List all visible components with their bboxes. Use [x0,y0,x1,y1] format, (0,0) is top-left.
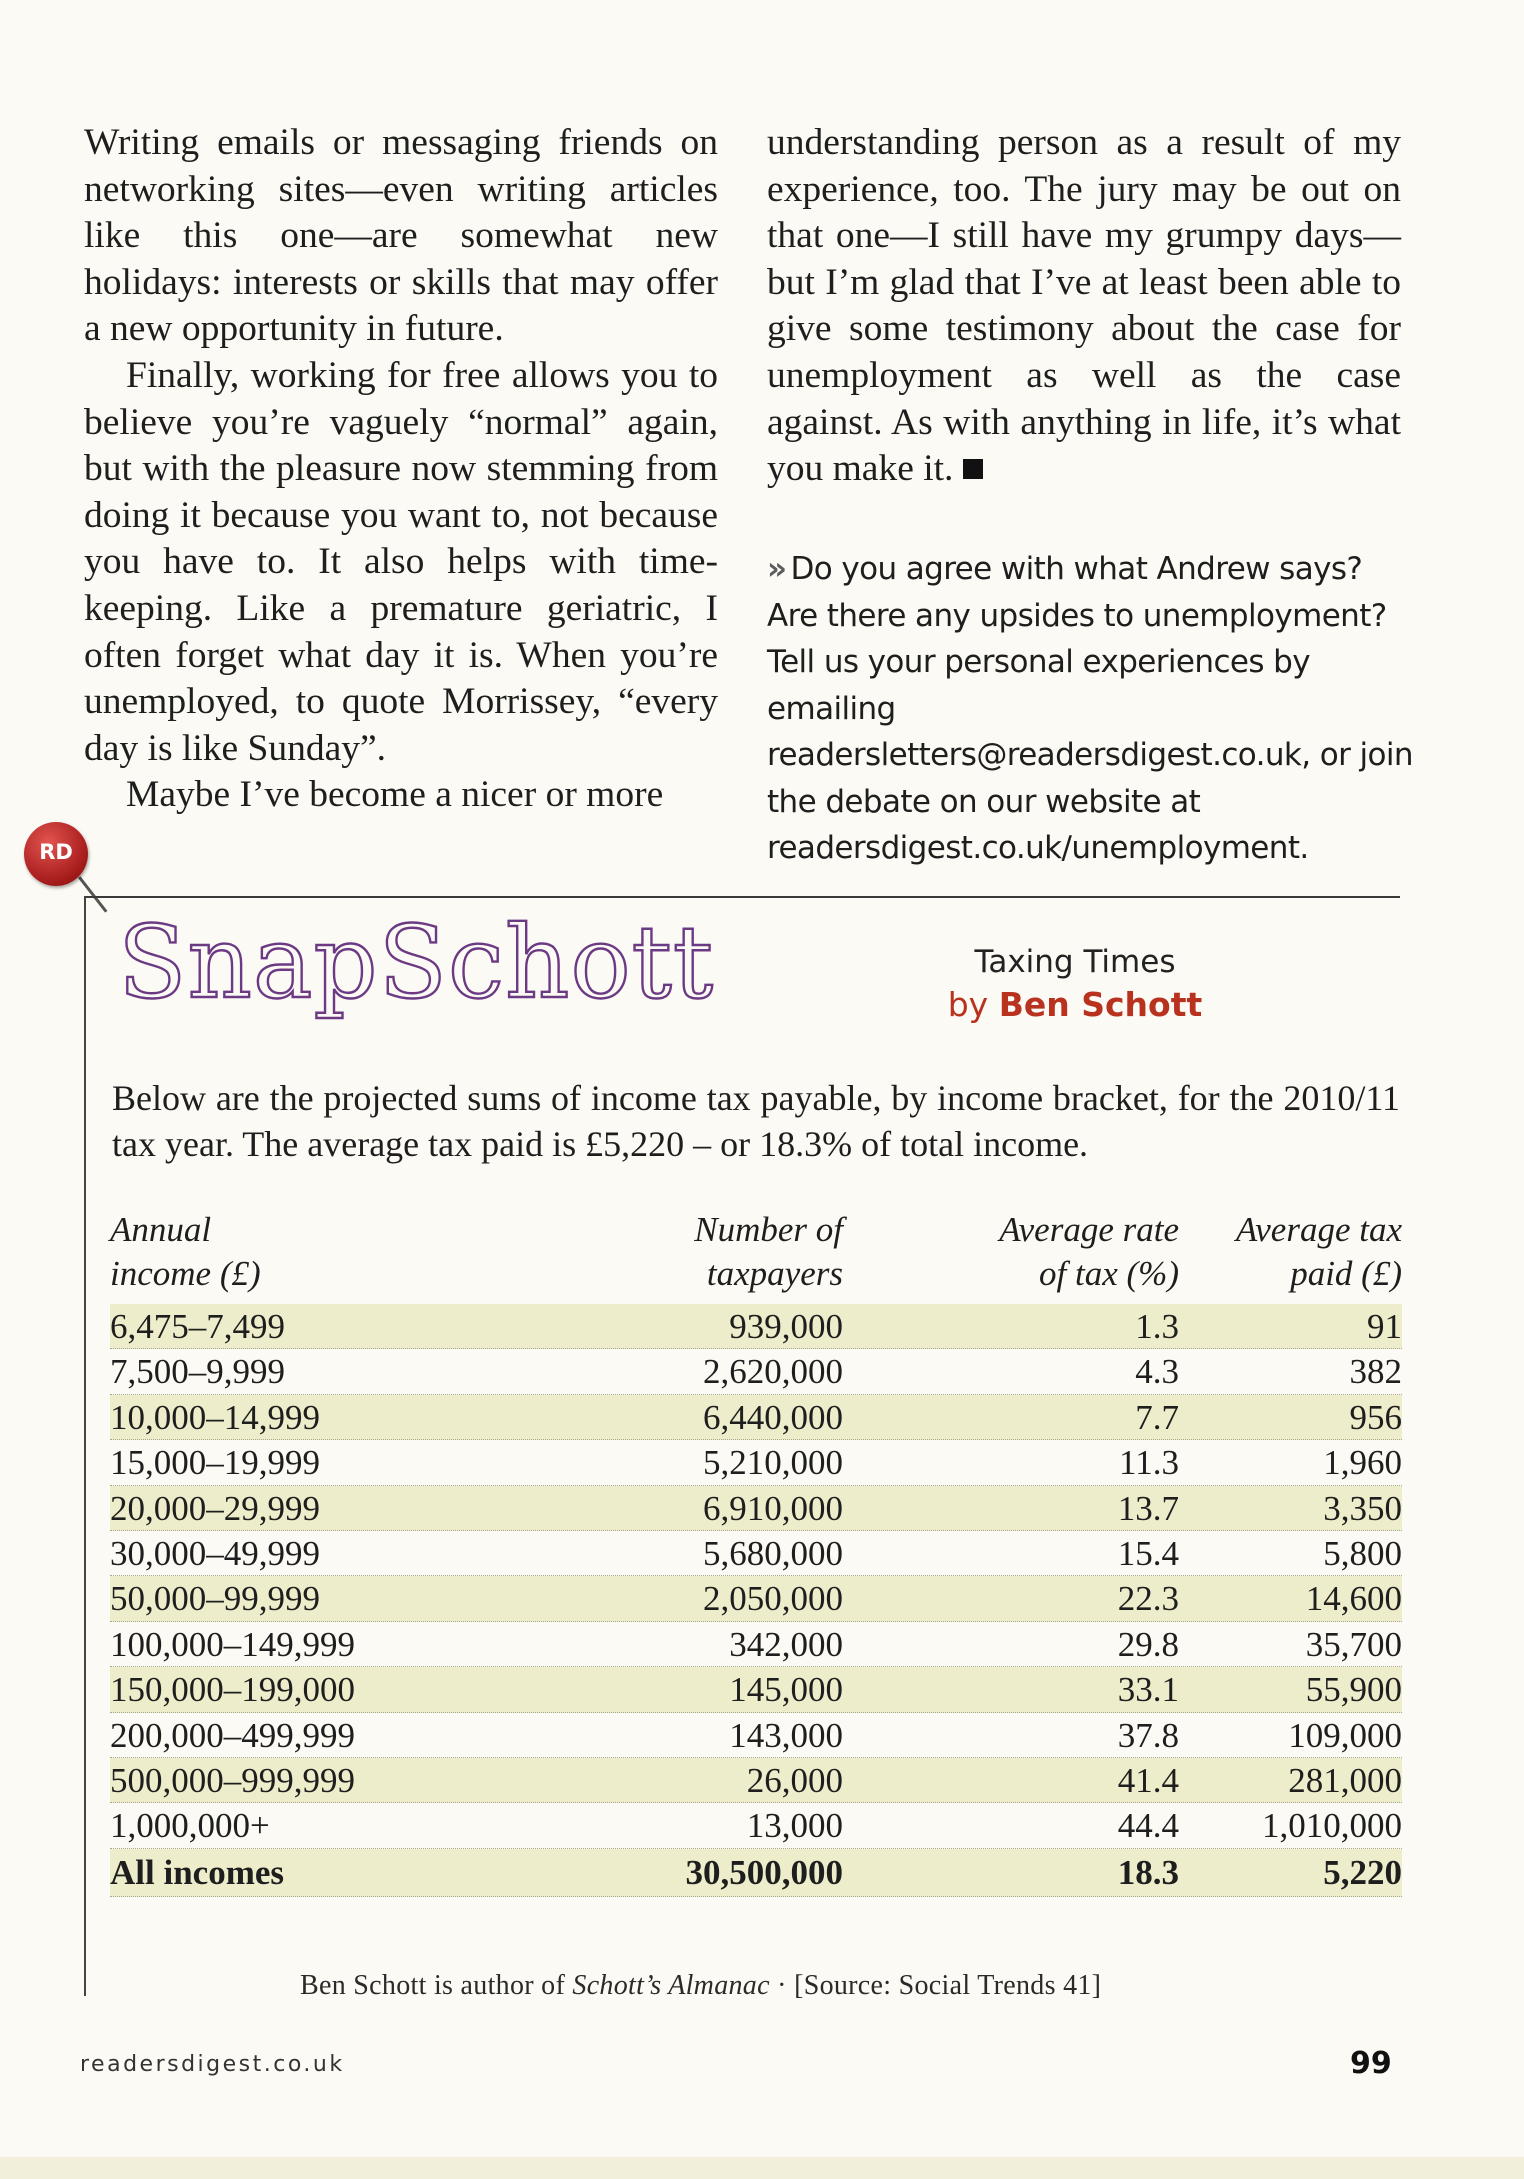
table-row [110,1531,1402,1576]
end-mark-icon [963,459,983,479]
article-paragraph: Finally, working for free allows you to believe you’re vaguely “normal” again, but with the pleasure now stemming from doing it because you want to, not because you have to. It also helps with time-keeping. Like a premature geriatric, I often forget what day it is. When you’re unemployed, to quote Morrissey, “every day is like Sunday”. [84,354,718,769]
table-cell: 5,210,000 [703,1443,843,1483]
table-cell: 150,000–199,000 [110,1670,355,1710]
table-body [110,1304,1402,1849]
column-header-line: Annual [110,1210,212,1249]
table-row [110,1576,1402,1621]
table-cell: 2,050,000 [703,1579,843,1619]
table-cell: 37.8 [1117,1715,1179,1755]
table-row [110,1440,1402,1485]
column-header-income [110,1208,510,1304]
table-cell: 29.8 [1117,1624,1179,1664]
table-row [110,1304,1402,1349]
table-row [110,1395,1402,1440]
byline-author: Ben Schott [998,985,1203,1024]
column-header-tax-paid [1179,1208,1402,1304]
table-cell: 5,800 [1323,1533,1402,1573]
table-cell: 6,475–7,499 [110,1307,285,1346]
table-cell: 5,680,000 [703,1533,843,1573]
table-cell: 1,000,000+ [110,1806,270,1846]
chevron-right-icon: » [767,551,787,587]
credit-source: [Source: Social Trends 41] [794,1970,1102,2001]
byline-prefix: by [947,985,989,1024]
section-left-rule [84,896,86,1996]
table-cell: 1,960 [1323,1443,1402,1483]
reader-prompt-text: Do you agree with what Andrew says? Are there any upsides to unemployment? Tell us your personal experiences by emailing readersletters@readersdigest.co.uk, or join the debate on our website at readersdigest.co.uk/unemployment. [767,551,1413,866]
table-cell: 100,000–149,999 [110,1624,355,1664]
page-number: 99 [1350,2046,1392,2081]
table-cell: 15.4 [1117,1533,1179,1573]
article-right-column [767,120,1401,493]
table-cell: 939,000 [729,1307,843,1346]
table-cell: 15,000–19,999 [110,1443,320,1483]
table-cell: 956 [1349,1397,1402,1437]
credit-separator: · [769,1970,795,2001]
table-cell: 11.3 [1119,1443,1179,1483]
article-paragraph [767,120,1401,493]
feature-title: Taxing Times [974,944,1176,980]
rd-pin-icon [24,822,88,886]
table-cell: 55,900 [1305,1670,1402,1710]
column-header-line: income (£) [110,1254,261,1293]
table-cell: 143,000 [729,1715,843,1755]
table-row [110,1622,1402,1667]
table-cell: 7.7 [1135,1397,1179,1437]
table-row [110,1803,1402,1848]
table-cell: 145,000 [729,1670,843,1710]
table-cell: 4.3 [1135,1352,1179,1392]
table-row [110,1349,1402,1394]
table-cell: 18.3 [1117,1852,1179,1892]
table-cell: 342,000 [729,1624,843,1664]
table-cell: 1.3 [1135,1307,1179,1346]
table-row [110,1667,1402,1712]
table-cell: 6,910,000 [703,1488,843,1528]
table-row [110,1713,1402,1758]
column-header-rate [843,1208,1179,1304]
table-cell: 33.1 [1117,1670,1179,1710]
table-cell: 5,220 [1323,1852,1402,1892]
table-cell: 50,000–99,999 [110,1579,320,1619]
table-cell: 30,500,000 [685,1852,843,1892]
column-header-line: of tax (%) [1039,1254,1179,1293]
table-row [110,1758,1402,1803]
credit-book: Schott’s Almanac [572,1970,770,2001]
table-cell: 91 [1367,1307,1402,1346]
table-cell: 20,000–29,999 [110,1488,320,1528]
article-paragraph: Maybe I’ve become a nicer or more [126,774,664,816]
table-header [110,1208,1402,1304]
column-header-taxpayers [510,1208,843,1304]
column-header-line: Number of [694,1210,843,1249]
column-header-line: paid (£) [1290,1254,1402,1293]
table-cell: 41.4 [1117,1760,1179,1800]
credit-prefix: Ben Schott is author of [300,1970,566,2001]
table-cell: 1,010,000 [1262,1806,1402,1846]
table-cell: 6,440,000 [703,1397,843,1437]
table-cell: 22.3 [1117,1579,1179,1619]
table-cell: 500,000–999,999 [110,1760,355,1800]
table-cell: 2,620,000 [703,1352,843,1392]
pin-label: RD [39,840,73,864]
article-left-column [84,120,718,819]
table-cell: 10,000–14,999 [110,1397,320,1437]
table-cell: 109,000 [1288,1715,1402,1755]
reader-prompt [767,546,1417,872]
table-cell: 7,500–9,999 [110,1352,285,1392]
snapschott-logo: SnapSchott [118,904,715,1021]
table-total-row [110,1849,1402,1897]
footer-url: readersdigest.co.uk [80,2052,345,2077]
table-cell: 13.7 [1117,1488,1179,1528]
table-cell: 200,000–499,999 [110,1715,355,1755]
table-cell: 3,350 [1323,1488,1402,1528]
column-header-line: Average rate [999,1210,1179,1249]
table-cell: 26,000 [746,1760,843,1800]
byline [900,983,1250,1027]
table-cell: 30,000–49,999 [110,1533,320,1573]
column-header-line: taxpayers [706,1254,843,1293]
table-cell: 281,000 [1288,1760,1402,1800]
source-credit [300,1968,1200,2004]
table-cell: 44.4 [1117,1806,1179,1846]
article-paragraph: Writing emails or messaging friends on networking sites—even writing articles like this one—are somewhat new holidays: interests or skills that may offer a new opportunity in future. [84,122,718,350]
tax-table [110,1208,1402,1897]
feature-intro: Below are the projected sums of income tax payable, by income bracket, for the 2010/11 tax year. The average tax paid is £5,220 – or 18.3% of total income. [112,1078,1400,1164]
table-cell: 14,600 [1305,1579,1402,1619]
table-row [110,1486,1402,1531]
table-cell: All incomes [110,1852,285,1892]
table-cell: 35,700 [1305,1624,1402,1664]
table-cell: 382 [1349,1352,1402,1392]
table-cell: 13,000 [746,1806,843,1846]
column-header-line: Average tax [1235,1210,1402,1249]
section-divider [86,896,1400,898]
article-closing-text: understanding person as a result of my experience, too. The jury may be out on that one—I still have my grumpy days—but I’m glad that I’ve at least been able to give some testimony about the case for unemployment as well as the case against. As with anything in life, it’s what you make it. [767,122,1401,490]
